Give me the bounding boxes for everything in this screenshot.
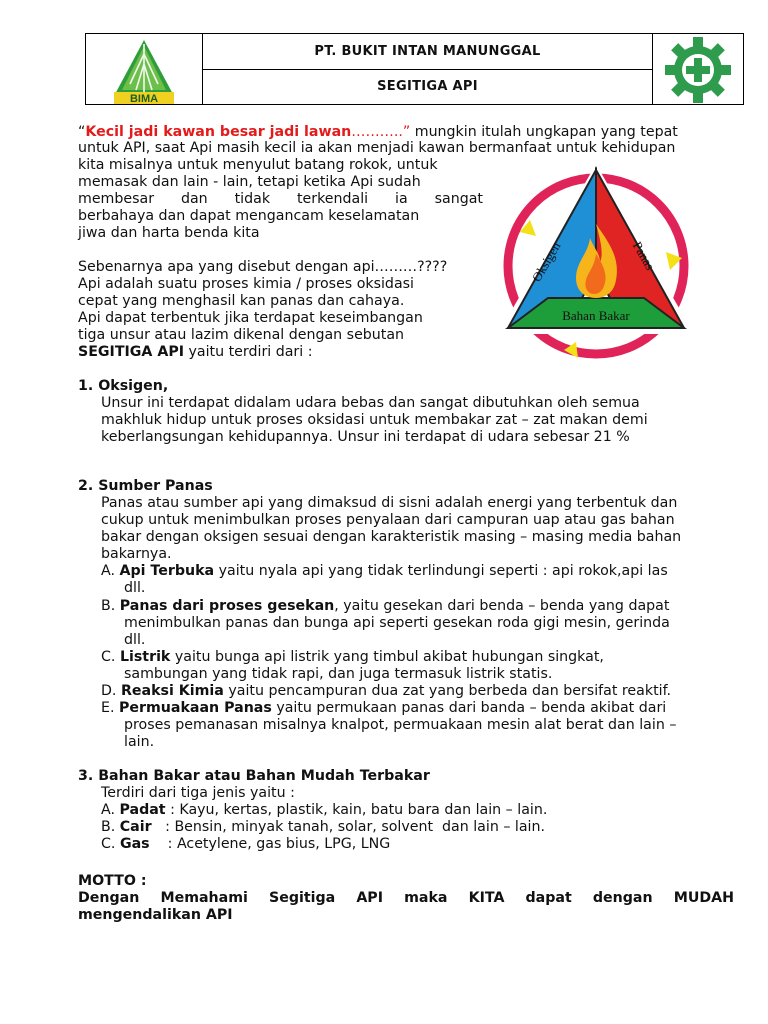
list-item-b-cont: dll. (124, 632, 146, 648)
item-term: Reaksi Kimia (120, 683, 224, 699)
motto-label: MOTTO : (78, 873, 147, 889)
intro-line-1-rest: mungkin itulah ungkapan yang tepat (410, 124, 678, 140)
list-item-d (101, 683, 671, 700)
heat-label: Panas (629, 238, 658, 273)
word: membesar (78, 191, 155, 207)
item-term: Padat (119, 802, 166, 818)
item-letter: E. (101, 700, 115, 716)
oxygen-label: Oksigen (528, 239, 564, 285)
list-item-e-cont: lain. (124, 734, 155, 750)
word: Segitiga (268, 890, 336, 906)
section-3-intro: Terdiri dari tiga jenis yaitu : (101, 785, 295, 801)
section-number: 1. (78, 378, 94, 394)
motto-line-2: mengendalikan API (78, 907, 233, 923)
para2-line-2: Api adalah suatu proses kimia / proses oksidasi (78, 276, 414, 292)
intro-line-5 (78, 191, 483, 208)
section-3-heading (78, 768, 430, 785)
intro-quote: Kecil jadi kawan besar jadi lawan (85, 124, 352, 140)
item-desc: yaitu bunga api listrik yang timbul akibat hubungan singkat, (170, 649, 604, 665)
word: dengan (592, 890, 653, 906)
header-title-cells (203, 34, 652, 104)
para2-line-3: cepat yang menghasil kan panas dan cahaya. (78, 293, 405, 309)
bima-logo-icon (86, 34, 202, 104)
fuel-item-b (101, 819, 545, 836)
k3-logo-cell (652, 34, 743, 104)
item-desc: , yaitu gesekan dari benda – benda yang dapat (334, 598, 670, 614)
logo-text: BIMA (129, 93, 159, 104)
item-letter: B. (101, 819, 116, 835)
quote-dots: ……….. (351, 124, 403, 140)
section-2-heading (78, 478, 213, 495)
item-desc: yaitu nyala api yang tidak terlindungi seperti : api rokok,api las (214, 563, 668, 579)
section-number: 2. (78, 478, 94, 494)
section-2-line: bakarnya. (101, 546, 172, 562)
word: sangat (434, 191, 483, 207)
item-term: Listrik (119, 649, 171, 665)
item-letter: D. (101, 683, 117, 699)
word: Memahami (160, 890, 248, 906)
word: dapat (525, 890, 572, 906)
fuel-item-c (101, 836, 390, 853)
para2-line-5: tiga unsur atau lazim dikenal dengan sebutan (78, 327, 405, 343)
intro-line-3: kita misalnya untuk menyulut batang rokok, untuk (78, 157, 438, 173)
item-desc: : Acetylene, gas bius, LPG, LNG (149, 836, 391, 852)
list-item-c (101, 649, 604, 666)
list-item-b-cont: menimbulkan panas dan bunga api seperti gesekan roda gigi mesin, gerinda (124, 615, 670, 631)
item-letter: A. (101, 802, 115, 818)
item-desc: : Kayu, kertas, plastik, kain, batu bara dan lain – lain. (165, 802, 548, 818)
item-term: Api Terbuka (119, 563, 215, 579)
section-title: Oksigen, (98, 378, 169, 394)
para2-line-4: Api dapat terbentuk jika terdapat keseimbangan (78, 310, 423, 326)
fire-triangle-diagram (496, 162, 696, 362)
item-term: Permuakaan Panas (119, 700, 272, 716)
fuel-label: Bahan Bakar (562, 308, 630, 323)
word: terkendali (296, 191, 369, 207)
section-1-heading (78, 378, 168, 395)
intro-line-1 (78, 124, 678, 141)
intro-line-6: berbahaya dan dapat mengancam keselamatan (78, 208, 420, 224)
motto-line-1 (78, 890, 734, 907)
intro-line-7: jiwa dan harta benda kita (78, 225, 260, 241)
section-title: Sumber Panas (98, 478, 213, 494)
company-logo-cell (86, 34, 203, 104)
list-item-b (101, 598, 669, 615)
intro-line-4: memasak dan lain - lain, tetapi ketika Api sudah (78, 174, 421, 190)
quote-close: ” (402, 124, 411, 140)
word: tidak (234, 191, 271, 207)
item-letter: C. (101, 836, 116, 852)
list-item-a-cont: dll. (124, 580, 146, 596)
item-desc: : Bensin, minyak tanah, solar, solvent dan lain – lain. (151, 819, 546, 835)
section-1-line: Unsur ini terdapat didalam udara bebas dan sangat dibutuhkan oleh semua (101, 395, 640, 411)
para2-line-6-rest: yaitu terdiri dari : (184, 344, 313, 360)
word: KITA (468, 890, 505, 906)
list-item-e (101, 700, 666, 717)
word: dan (180, 191, 208, 207)
section-2-line: Panas atau sumber api yang dimaksud di sisni adalah energi yang terbentuk dan (101, 495, 678, 511)
section-title: Bahan Bakar atau Bahan Mudah Terbakar (98, 768, 430, 784)
item-desc: yaitu pencampuran dua zat yang berbeda dan bersifat reaktif. (223, 683, 672, 699)
safety-gear-cross-icon (653, 34, 743, 104)
item-letter: C. (101, 649, 116, 665)
list-item-a (101, 563, 668, 580)
quote-open: “ (78, 124, 86, 140)
section-1-line: keberlangsungan kehidupannya. Unsur ini terdapat di udara sebesar 21 % (101, 429, 630, 445)
word: Dengan (78, 890, 140, 906)
item-desc: yaitu permukaan panas dari banda – benda akibat dari (271, 700, 667, 716)
list-item-e-cont: proses pemanasan misalnya knalpot, permuakaan mesin alat berat dan lain – (124, 717, 677, 733)
item-term: Panas dari proses gesekan (119, 598, 335, 614)
item-term: Gas (119, 836, 150, 852)
company-name: PT. BUKIT INTAN MANUNGGAL (314, 43, 541, 59)
word: MUDAH (673, 890, 734, 906)
document-header (85, 33, 744, 105)
section-2-line: bakar dengan oksigen sesuai dengan karakteristik masing – masing media bahan (101, 529, 682, 545)
intro-line-2: untuk API, saat Api masih kecil ia akan menjadi kawan bermanfaat untuk kehidupan (78, 140, 676, 156)
word: ia (395, 191, 408, 207)
item-letter: B. (101, 598, 116, 614)
word: API (356, 890, 383, 906)
item-term: Cair (119, 819, 152, 835)
para2-line-6 (78, 344, 313, 361)
item-letter: A. (101, 563, 115, 579)
segitiga-api-term: SEGITIGA API (78, 344, 185, 360)
para2-line-1: Sebenarnya apa yang disebut dengan api………???? (78, 259, 448, 275)
section-2-line: cukup untuk menimbulkan proses penyalaan dari campuran uap atau gas bahan (101, 512, 675, 528)
word: maka (404, 890, 448, 906)
fuel-item-a (101, 802, 547, 819)
list-item-c-cont: sambungan yang tidak rapi, dan juga termasuk listrik statis. (124, 666, 553, 682)
document-title: SEGITIGA API (203, 69, 652, 105)
section-1-line: makhluk hidup untuk proses oksidasi untuk membakar zat – zat makan demi (101, 412, 648, 428)
section-number: 3. (78, 768, 94, 784)
